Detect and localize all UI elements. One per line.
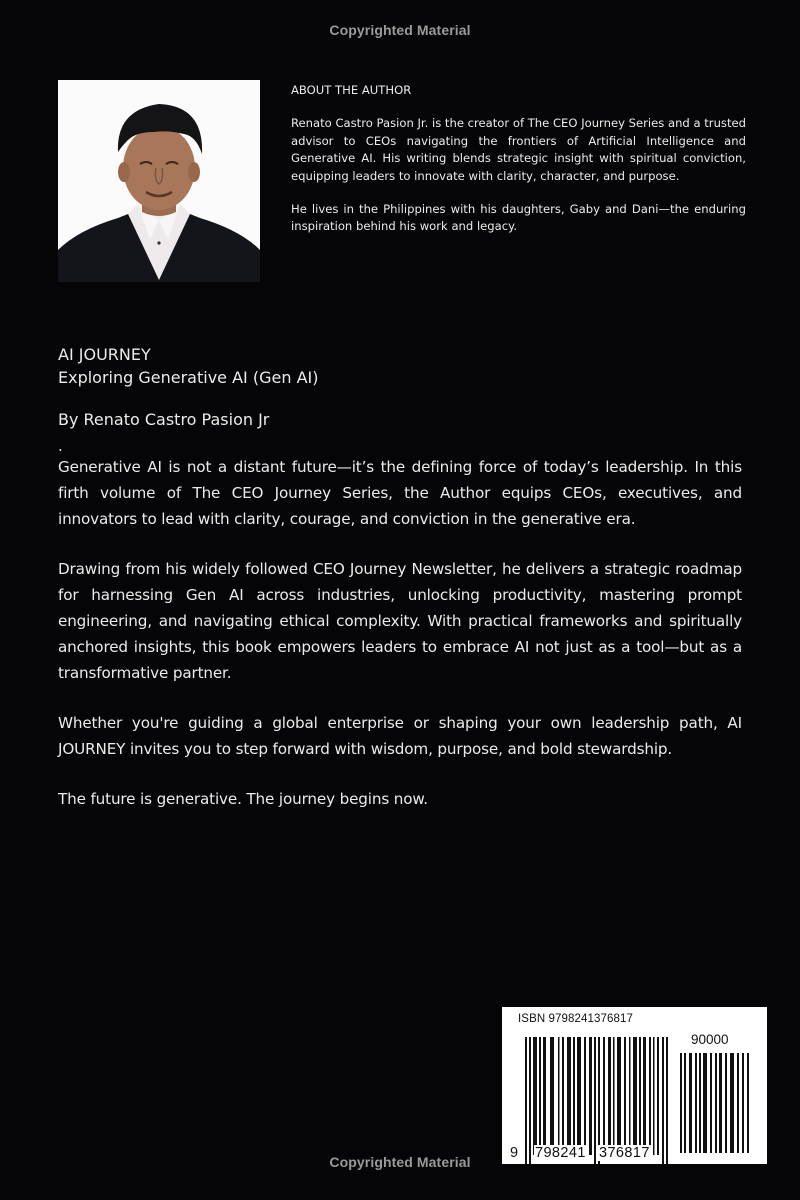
book-byline: By Renato Castro Pasion Jr xyxy=(58,410,270,429)
author-portrait-icon xyxy=(58,80,260,282)
barcode-left-digits: 798241 xyxy=(535,1145,586,1161)
book-description-section xyxy=(58,343,742,836)
book-title: AI JOURNEY xyxy=(58,345,151,364)
blurb-paragraph: Generative AI is not a distant future—it’s the defining force of today’s leadership. In this firth volume of The CEO Journey Series, the Author equips CEOs, executives, and innovators to lead with clarity, courage, and conviction in the generative era. xyxy=(58,458,742,528)
copyright-watermark-top: Copyrighted Material xyxy=(329,22,471,38)
barcode-lead-digit: 9 xyxy=(510,1145,519,1161)
author-photo xyxy=(58,80,260,282)
isbn-barcode xyxy=(502,1007,767,1164)
copyright-watermark-bottom: Copyrighted Material xyxy=(329,1154,471,1170)
about-author-paragraph: Renato Castro Pasion Jr. is the creator of The CEO Journey Series and a trusted advisor to CEOs navigating the frontiers of Artificial Intelligence and Generative AI. His writing blends strategic insight with spiritual conviction, equipping leaders to innovate with clarity, character, and purpose. xyxy=(291,116,747,183)
blurb-paragraph: Drawing from his widely followed CEO Journey Newsletter, he delivers a strategic roadmap for harnessing Gen AI across industries, unlocking productivity, mastering prompt engineering, and navigating ethical complexity. With practical frameworks and spiritually anchored insights, this book empowers leaders to embrace AI not just as a tool—but as a transformative partner. xyxy=(58,560,742,682)
blurb-paragraph: Whether you're guiding a global enterprise or shaping your own leadership path, AI JOURNEY invites you to step forward with wisdom, purpose, and bold stewardship. xyxy=(58,714,742,758)
about-author-heading: ABOUT THE AUTHOR xyxy=(291,83,412,97)
about-author-paragraph: He lives in the Philippines with his daughters, Gaby and Dani—the enduring inspiration behind his work and legacy. xyxy=(291,202,746,234)
isbn-label: ISBN 9798241376817 xyxy=(518,1013,633,1025)
barcode-right-digits: 376817 xyxy=(599,1145,650,1161)
stray-mark: . xyxy=(58,437,63,455)
price-addon-label: 90000 xyxy=(691,1032,729,1047)
about-author-section xyxy=(291,82,746,252)
blurb-paragraph: The future is generative. The journey begins now. xyxy=(58,790,428,808)
blurb-body xyxy=(58,454,742,812)
book-subtitle: Exploring Generative AI (Gen AI) xyxy=(58,368,319,387)
price-addon-barcode-icon xyxy=(680,1053,752,1153)
